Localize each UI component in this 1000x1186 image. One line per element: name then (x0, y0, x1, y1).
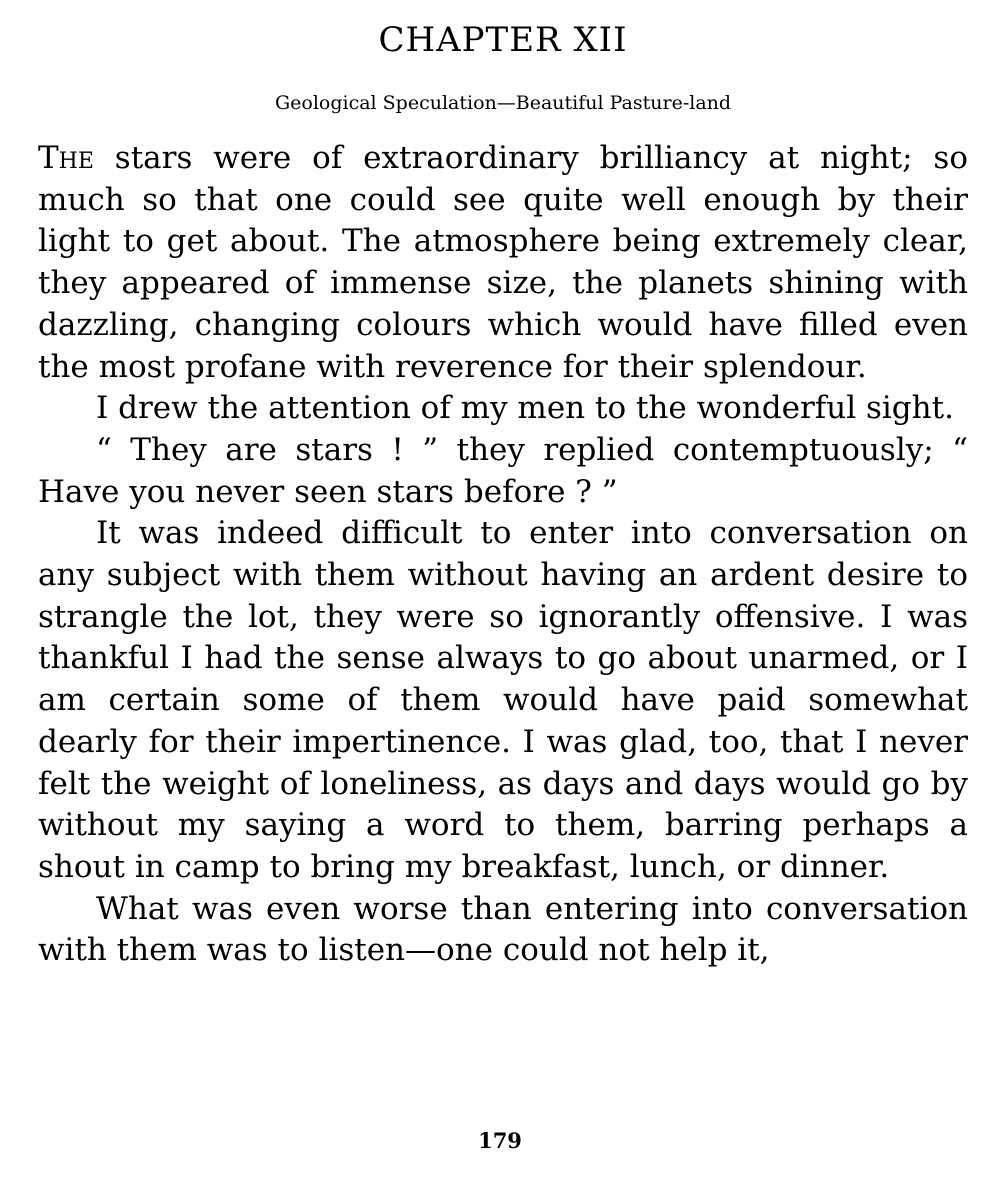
paragraph-4: It was indeed difficult to enter into conversation on any subject with them without having an ardent desire to strangle the lot, they were so ignorantly offensive. I was thankful I had the sense always to go about unarmed, or I am certain some of them would have paid somewhat dearly for their impertinence. I was glad, too, that I never felt the weight of loneliness, as days and days would go by without my saying a word to them, barring perhaps a shout in camp to bring my breakfast, lunch, or dinner. (38, 515, 968, 885)
paragraph-2: I drew the attention of my men to the wonderful sight. (96, 390, 954, 427)
chapter-subtitle: Geological Speculation—Beautiful Pasture-land (274, 92, 732, 114)
book-page (38, 18, 968, 972)
chapter-title: CHAPTER XII (378, 20, 628, 60)
page-number: 179 (478, 1128, 522, 1153)
paragraph-1-lead: The (38, 140, 94, 176)
paragraph-5: What was even worse than entering into conversation with them was to listen—one could not help it, (38, 890, 968, 969)
paragraph-3: “ They are stars ! ” they replied contemptuously; “ Have you never seen stars before ? ” (38, 431, 968, 510)
paragraph-1-text: stars were of extraordinary brilliancy at night; so much so that one could see quite well enough by their light to get about. The atmosphere being extremely clear, they appeared of immense size, the planets shining with dazzling, changing colours which would have filled even the most profane with reverence for their splendour. (38, 140, 968, 385)
paragraph-1 (38, 138, 968, 388)
